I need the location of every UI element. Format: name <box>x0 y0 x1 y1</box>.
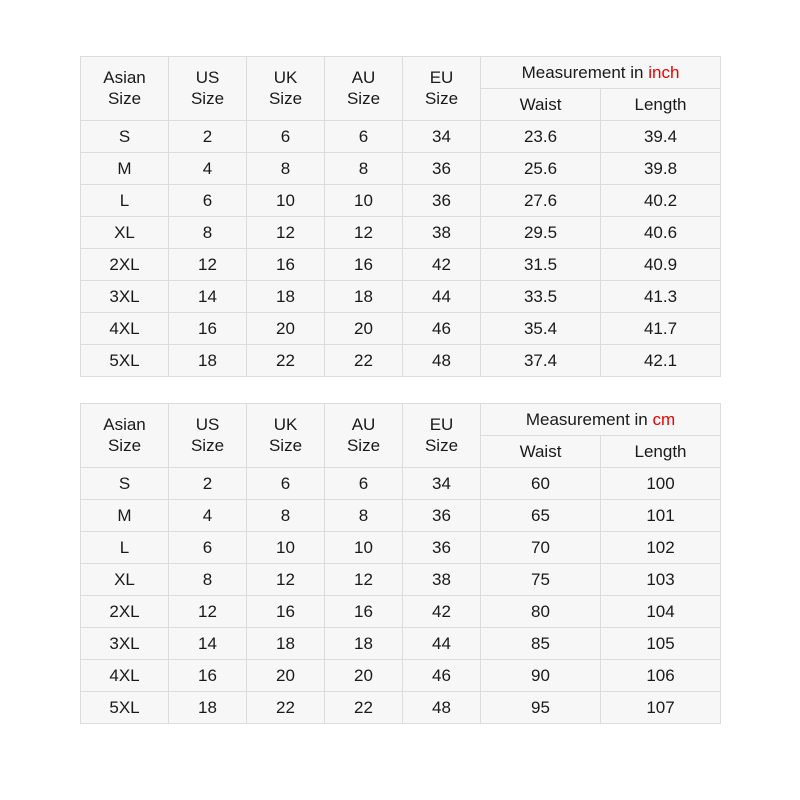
cell-au: 20 <box>325 660 403 692</box>
cell-length: 40.2 <box>601 185 721 217</box>
cell-eu: 42 <box>403 596 481 628</box>
cell-asian: 5XL <box>81 345 169 377</box>
cell-waist: 23.6 <box>481 121 601 153</box>
cell-eu: 36 <box>403 500 481 532</box>
cell-au: 6 <box>325 121 403 153</box>
cell-uk: 8 <box>247 153 325 185</box>
header-au-line2: Size <box>346 435 381 455</box>
cell-uk: 20 <box>247 313 325 345</box>
cell-asian: 2XL <box>81 249 169 281</box>
cell-au: 8 <box>325 500 403 532</box>
header-length: Length <box>601 436 721 468</box>
cell-eu: 36 <box>403 153 481 185</box>
header-eu-line2: Size <box>424 435 459 455</box>
cell-eu: 42 <box>403 249 481 281</box>
cell-length: 42.1 <box>601 345 721 377</box>
cell-eu: 38 <box>403 217 481 249</box>
cell-au: 22 <box>325 692 403 724</box>
cell-eu: 48 <box>403 692 481 724</box>
cell-us: 8 <box>169 217 247 249</box>
cell-au: 18 <box>325 628 403 660</box>
cell-waist: 80 <box>481 596 601 628</box>
cell-us: 12 <box>169 249 247 281</box>
cell-eu: 44 <box>403 628 481 660</box>
cell-eu: 46 <box>403 660 481 692</box>
header-us-line2: Size <box>190 88 225 108</box>
header-au-line1: AU <box>351 415 376 435</box>
cell-au: 16 <box>325 249 403 281</box>
cell-length: 41.3 <box>601 281 721 313</box>
header-measurement-title <box>481 404 721 436</box>
cell-us: 12 <box>169 596 247 628</box>
table-row <box>81 532 721 564</box>
cell-us: 16 <box>169 660 247 692</box>
header-eu-line1: EU <box>429 415 454 435</box>
cell-length: 104 <box>601 596 721 628</box>
header-eu-size <box>403 404 481 468</box>
cell-us: 4 <box>169 153 247 185</box>
cell-eu: 38 <box>403 564 481 596</box>
cell-us: 14 <box>169 628 247 660</box>
cell-waist: 60 <box>481 468 601 500</box>
header-measurement-title <box>481 57 721 89</box>
header-us-size <box>169 404 247 468</box>
measurement-unit-text: inch <box>648 62 680 82</box>
cell-waist: 90 <box>481 660 601 692</box>
header-uk-line2: Size <box>268 435 303 455</box>
header-us-line1: US <box>195 415 220 435</box>
table-row <box>81 628 721 660</box>
cell-au: 16 <box>325 596 403 628</box>
cell-asian: 3XL <box>81 628 169 660</box>
cell-asian: 4XL <box>81 313 169 345</box>
cell-waist: 25.6 <box>481 153 601 185</box>
cell-uk: 10 <box>247 532 325 564</box>
cell-au: 20 <box>325 313 403 345</box>
cell-length: 101 <box>601 500 721 532</box>
header-us-line2: Size <box>190 435 225 455</box>
cell-length: 39.4 <box>601 121 721 153</box>
cell-us: 16 <box>169 313 247 345</box>
cell-us: 6 <box>169 532 247 564</box>
cell-us: 2 <box>169 468 247 500</box>
cell-length: 107 <box>601 692 721 724</box>
measurement-prefix-text: Measurement in <box>521 62 649 82</box>
cell-waist: 70 <box>481 532 601 564</box>
measurement-prefix-text: Measurement in <box>525 409 653 429</box>
table-row <box>81 185 721 217</box>
cell-us: 2 <box>169 121 247 153</box>
cell-uk: 12 <box>247 564 325 596</box>
cell-uk: 12 <box>247 217 325 249</box>
table-row <box>81 217 721 249</box>
cell-us: 14 <box>169 281 247 313</box>
table-row <box>81 345 721 377</box>
cell-uk: 18 <box>247 628 325 660</box>
header-us-size <box>169 57 247 121</box>
cell-asian: M <box>81 500 169 532</box>
cell-au: 12 <box>325 217 403 249</box>
header-au-line2: Size <box>346 88 381 108</box>
table-row <box>81 281 721 313</box>
header-eu-size <box>403 57 481 121</box>
cell-us: 18 <box>169 692 247 724</box>
header-waist: Waist <box>481 436 601 468</box>
cell-waist: 31.5 <box>481 249 601 281</box>
cell-waist: 75 <box>481 564 601 596</box>
cell-length: 105 <box>601 628 721 660</box>
header-uk-size <box>247 404 325 468</box>
cell-us: 6 <box>169 185 247 217</box>
cell-uk: 16 <box>247 596 325 628</box>
table-row <box>81 153 721 185</box>
cell-waist: 65 <box>481 500 601 532</box>
cell-asian: 4XL <box>81 660 169 692</box>
cell-length: 106 <box>601 660 721 692</box>
table-row <box>81 660 721 692</box>
cell-us: 8 <box>169 564 247 596</box>
table-row <box>81 468 721 500</box>
table-row <box>81 121 721 153</box>
cell-length: 39.8 <box>601 153 721 185</box>
cell-asian: S <box>81 468 169 500</box>
cell-au: 12 <box>325 564 403 596</box>
table-row <box>81 500 721 532</box>
header-au-size <box>325 404 403 468</box>
cell-eu: 34 <box>403 121 481 153</box>
cell-us: 18 <box>169 345 247 377</box>
table-row <box>81 596 721 628</box>
header-uk-size <box>247 57 325 121</box>
header-asian-size <box>81 404 169 468</box>
cell-uk: 18 <box>247 281 325 313</box>
cell-eu: 36 <box>403 185 481 217</box>
cell-uk: 20 <box>247 660 325 692</box>
cell-uk: 22 <box>247 345 325 377</box>
cell-asian: XL <box>81 217 169 249</box>
cell-length: 41.7 <box>601 313 721 345</box>
cell-uk: 16 <box>247 249 325 281</box>
cell-asian: 3XL <box>81 281 169 313</box>
measurement-unit-text: cm <box>652 409 676 429</box>
header-asian-size <box>81 57 169 121</box>
table-row <box>81 692 721 724</box>
header-asian-line1: Asian <box>103 68 146 88</box>
cell-uk: 22 <box>247 692 325 724</box>
cell-asian: XL <box>81 564 169 596</box>
header-uk-line1: UK <box>273 68 298 88</box>
cell-waist: 37.4 <box>481 345 601 377</box>
cell-length: 40.6 <box>601 217 721 249</box>
header-au-line1: AU <box>351 68 376 88</box>
size-table-inch <box>80 56 721 377</box>
cell-asian: S <box>81 121 169 153</box>
table-header-row <box>81 404 721 436</box>
cell-waist: 33.5 <box>481 281 601 313</box>
header-asian-line2: Size <box>107 88 142 108</box>
cell-eu: 46 <box>403 313 481 345</box>
header-uk-line2: Size <box>268 88 303 108</box>
cell-waist: 29.5 <box>481 217 601 249</box>
header-eu-line2: Size <box>424 88 459 108</box>
cell-waist: 85 <box>481 628 601 660</box>
cell-au: 10 <box>325 185 403 217</box>
cell-au: 18 <box>325 281 403 313</box>
cell-au: 22 <box>325 345 403 377</box>
header-asian-line1: Asian <box>103 415 146 435</box>
header-eu-line1: EU <box>429 68 454 88</box>
cell-uk: 6 <box>247 121 325 153</box>
cell-eu: 44 <box>403 281 481 313</box>
cell-eu: 48 <box>403 345 481 377</box>
cell-us: 4 <box>169 500 247 532</box>
cell-asian: 2XL <box>81 596 169 628</box>
header-length: Length <box>601 89 721 121</box>
cell-asian: L <box>81 532 169 564</box>
cell-uk: 8 <box>247 500 325 532</box>
header-us-line1: US <box>195 68 220 88</box>
cell-au: 8 <box>325 153 403 185</box>
table-row <box>81 313 721 345</box>
cell-length: 40.9 <box>601 249 721 281</box>
cell-waist: 95 <box>481 692 601 724</box>
header-waist: Waist <box>481 89 601 121</box>
header-uk-line1: UK <box>273 415 298 435</box>
cell-length: 103 <box>601 564 721 596</box>
table-row <box>81 249 721 281</box>
size-table-cm <box>80 403 721 724</box>
header-au-size <box>325 57 403 121</box>
cell-uk: 10 <box>247 185 325 217</box>
cell-asian: 5XL <box>81 692 169 724</box>
cell-eu: 36 <box>403 532 481 564</box>
cell-au: 10 <box>325 532 403 564</box>
cell-waist: 35.4 <box>481 313 601 345</box>
cell-waist: 27.6 <box>481 185 601 217</box>
cell-uk: 6 <box>247 468 325 500</box>
cell-asian: M <box>81 153 169 185</box>
cell-au: 6 <box>325 468 403 500</box>
cell-length: 102 <box>601 532 721 564</box>
cell-length: 100 <box>601 468 721 500</box>
table-header-row <box>81 57 721 89</box>
table-row <box>81 564 721 596</box>
cell-eu: 34 <box>403 468 481 500</box>
header-asian-line2: Size <box>107 435 142 455</box>
cell-asian: L <box>81 185 169 217</box>
